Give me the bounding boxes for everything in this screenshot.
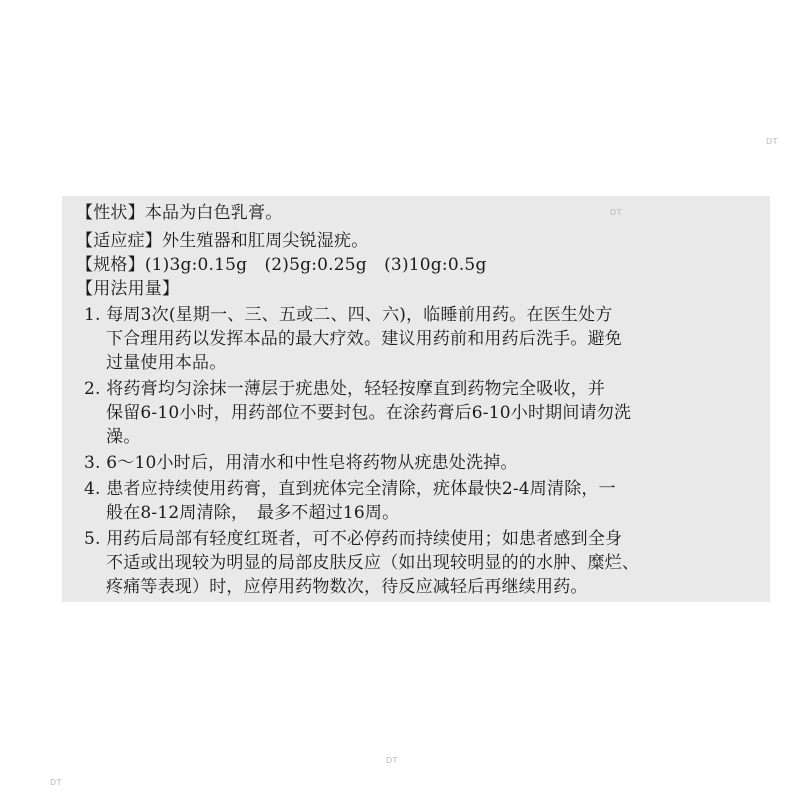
properties-heading: 【性状】 xyxy=(76,203,145,223)
usage-item-3-line-1: 3. 6～10小时后，用清水和中性皂将药物从疣患处洗掉。 xyxy=(84,453,518,473)
usage-item-5-line-1: 5. 用药后局部有轻度红斑者，可不必停药而持续使用；如患者感到全身 xyxy=(84,529,623,549)
properties-line xyxy=(76,202,282,224)
usage-item-1-line-3: 过量使用本品。 xyxy=(106,353,227,373)
usage-item-5-line-2: 不适或出现较为明显的局部皮肤反应（如出现较明显的的水肿、糜烂、 xyxy=(106,553,640,573)
usage-item-1-line-1: 1. 每周3次(星期一、三、五或二、四、六)，临睡前用药。在医生处方 xyxy=(84,305,613,325)
indications-text: 外生殖器和肛周尖锐湿疣。 xyxy=(162,231,369,251)
usage-item-5-line-3: 疼痛等表现）时，应停用药物数次，待反应减轻后再继续用药。 xyxy=(106,577,588,597)
specifications-text: (1)3g:0.15g (2)5g:0.25g (3)10g:0.5g xyxy=(144,255,487,275)
watermark-bottom-center: DT xyxy=(386,756,399,765)
specifications-heading: 【规格】 xyxy=(76,255,145,275)
indications-heading: 【适应症】 xyxy=(76,231,162,251)
usage-item-2-line-1: 2. 将药膏均匀涂抹一薄层于疣患处，轻轻按摩直到药物完全吸收，并 xyxy=(84,379,606,399)
watermark-bottom-left: DT xyxy=(50,778,63,787)
specifications-line xyxy=(76,254,487,276)
usage-item-4-line-1: 4. 患者应持续使用药膏，直到疣体完全清除，疣体最快2-4周清除，一 xyxy=(84,479,616,499)
watermark-top-right: DT xyxy=(766,137,779,146)
watermark-panel-top: DT xyxy=(610,208,623,217)
usage-heading: 【用法用量】 xyxy=(76,279,180,299)
usage-item-2-line-3: 澡。 xyxy=(106,427,141,447)
usage-item-1-line-2: 下合理用药以发挥本品的最大疗效。建议用药前和用药后洗手。避免 xyxy=(106,329,622,349)
properties-text: 本品为白色乳膏。 xyxy=(144,203,283,223)
indications-line xyxy=(76,230,368,252)
usage-item-4-line-2: 般在8-12周清除， 最多不超过16周。 xyxy=(106,503,400,523)
usage-item-2-line-2: 保留6-10小时，用药部位不要封包。在涂药膏后6-10小时期间请勿洗 xyxy=(106,403,632,423)
drug-label-panel xyxy=(62,196,770,602)
